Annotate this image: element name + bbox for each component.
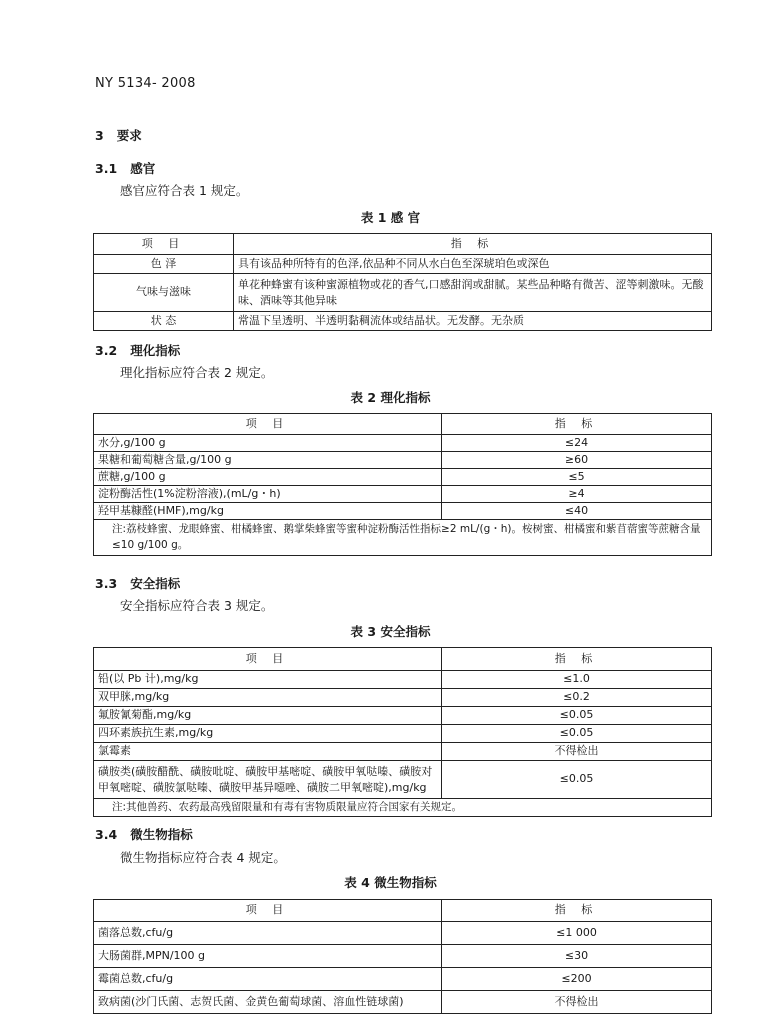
cell-item: 致病菌(沙门氏菌、志贺氏菌、金黄色葡萄球菌、溶血性链球菌) [94, 991, 442, 1014]
paragraph: 理化指标应符合表 2 规定。 [120, 365, 274, 380]
cell-item: 四环素族抗生素,mg/kg [94, 725, 442, 743]
table-row [94, 968, 712, 991]
table-row [94, 945, 712, 968]
table-row [94, 452, 712, 469]
table-note-row [94, 520, 712, 556]
table-caption: 表 1 感 官 [360, 210, 421, 225]
table-header-row [94, 414, 712, 435]
table-header-row [94, 900, 712, 922]
cell-item: 双甲脒,mg/kg [94, 689, 442, 707]
subsection-number: 3.4 [95, 827, 118, 842]
paragraph: 感官应符合表 1 规定。 [120, 183, 249, 198]
table-note: 注:荔枝蜂蜜、龙眼蜂蜜、柑橘蜂蜜、鹅掌柴蜂蜜等蜜种淀粉酶活性指标≥2 mL/(g・h)。桉树蜜、柑橘蜜和紫苜蓿蜜等蔗糖含量≤10 g/100 g。 [94, 520, 712, 556]
cell-value: ≤5 [442, 469, 712, 486]
section-heading [95, 126, 142, 144]
cell-value: 不得检出 [442, 991, 712, 1014]
table-note-row [94, 799, 712, 817]
column-header-item: 项 目 [94, 234, 234, 255]
column-header-value: 指 标 [442, 414, 712, 435]
table-row [94, 274, 712, 312]
table-row [94, 503, 712, 520]
column-header-value: 指 标 [442, 900, 712, 922]
table-row [94, 255, 712, 274]
subsection-number: 3.2 [95, 343, 118, 358]
cell-value: ≤30 [442, 945, 712, 968]
cell-item: 气味与滋味 [94, 274, 234, 312]
cell-item: 大肠菌群,MPN/100 g [94, 945, 442, 968]
cell-item: 状 态 [94, 312, 234, 331]
cell-item: 氟胺氰菊酯,mg/kg [94, 707, 442, 725]
cell-value: ≤1 000 [442, 922, 712, 945]
section-title: 要求 [116, 128, 142, 143]
cell-value: ≤0.05 [442, 761, 712, 799]
cell-value: ≤0.05 [442, 707, 712, 725]
cell-item: 果糖和葡萄糖含量,g/100 g [94, 452, 442, 469]
table-row [94, 743, 712, 761]
column-header-item: 项 目 [94, 648, 442, 671]
cell-value: ≤24 [442, 435, 712, 452]
cell-value: 不得检出 [442, 743, 712, 761]
table-row [94, 435, 712, 452]
cell-value: ≤200 [442, 968, 712, 991]
table-header-row [94, 648, 712, 671]
cell-item: 蔗糖,g/100 g [94, 469, 442, 486]
column-header-value: 指 标 [234, 234, 712, 255]
cell-item: 菌落总数,cfu/g [94, 922, 442, 945]
cell-value: ≤1.0 [442, 671, 712, 689]
cell-item: 羟甲基糠醛(HMF),mg/kg [94, 503, 442, 520]
table-safety [93, 647, 712, 817]
cell-item: 霉菌总数,cfu/g [94, 968, 442, 991]
table-row [94, 312, 712, 331]
table-physicochemical [93, 413, 712, 556]
table-row [94, 486, 712, 503]
cell-item: 淀粉酶活性(1%淀粉溶液),(mL/g・h) [94, 486, 442, 503]
cell-item: 磺胺类(磺胺醋酰、磺胺吡啶、磺胺甲基嘧啶、磺胺甲氧哒嗪、磺胺对甲氧嘧啶、磺胺氯哒嗪、磺胺甲基异噁唑、磺胺二甲氧嘧啶),mg/kg [94, 761, 442, 799]
subsection-title: 安全指标 [130, 576, 181, 591]
cell-value: ≤0.05 [442, 725, 712, 743]
table-row [94, 922, 712, 945]
table-row [94, 725, 712, 743]
subsection-heading [95, 574, 180, 592]
table-microbiological [93, 899, 712, 1014]
section-number: 3 [95, 128, 104, 143]
table-caption: 表 4 微生物指标 [344, 875, 437, 890]
column-header-value: 指 标 [442, 648, 712, 671]
subsection-title: 理化指标 [130, 343, 181, 358]
subsection-title: 感官 [130, 161, 156, 176]
table-row [94, 469, 712, 486]
table-note: 注:其他兽药、农药最高残留限量和有毒有害物质限量应符合国家有关规定。 [94, 799, 712, 817]
table-sensory [93, 233, 712, 331]
cell-value: ≥60 [442, 452, 712, 469]
table-row [94, 671, 712, 689]
table-row [94, 761, 712, 799]
cell-item: 铅(以 Pb 计),mg/kg [94, 671, 442, 689]
paragraph: 微生物指标应符合表 4 规定。 [120, 850, 286, 865]
cell-item: 色 泽 [94, 255, 234, 274]
subsection-number: 3.3 [95, 576, 118, 591]
document-code: NY 5134- 2008 [95, 76, 196, 91]
cell-value: 具有该品种所特有的色泽,依品种不同从水白色至深琥珀色或深色 [234, 255, 712, 274]
cell-item: 水分,g/100 g [94, 435, 442, 452]
table-row [94, 689, 712, 707]
table-row [94, 991, 712, 1014]
table-header-row [94, 234, 712, 255]
cell-value: ≥4 [442, 486, 712, 503]
cell-value: ≤40 [442, 503, 712, 520]
column-header-item: 项 目 [94, 414, 442, 435]
subsection-heading [95, 159, 155, 177]
cell-value: 常温下呈透明、半透明黏稠流体或结晶状。无发酵。无杂质 [234, 312, 712, 331]
table-row [94, 707, 712, 725]
column-header-item: 项 目 [94, 900, 442, 922]
cell-item: 氯霉素 [94, 743, 442, 761]
cell-value: ≤0.2 [442, 689, 712, 707]
cell-value: 单花种蜂蜜有该种蜜源植物或花的香气,口感甜润或甜腻。某些品种略有微苦、涩等刺激味。无酸味、酒味等其他异味 [234, 274, 712, 312]
subsection-heading [95, 825, 193, 843]
subsection-heading [95, 341, 180, 359]
table-caption: 表 2 理化指标 [350, 390, 431, 405]
paragraph: 安全指标应符合表 3 规定。 [120, 598, 274, 613]
subsection-number: 3.1 [95, 161, 118, 176]
table-caption: 表 3 安全指标 [350, 624, 431, 639]
subsection-title: 微生物指标 [130, 827, 193, 842]
